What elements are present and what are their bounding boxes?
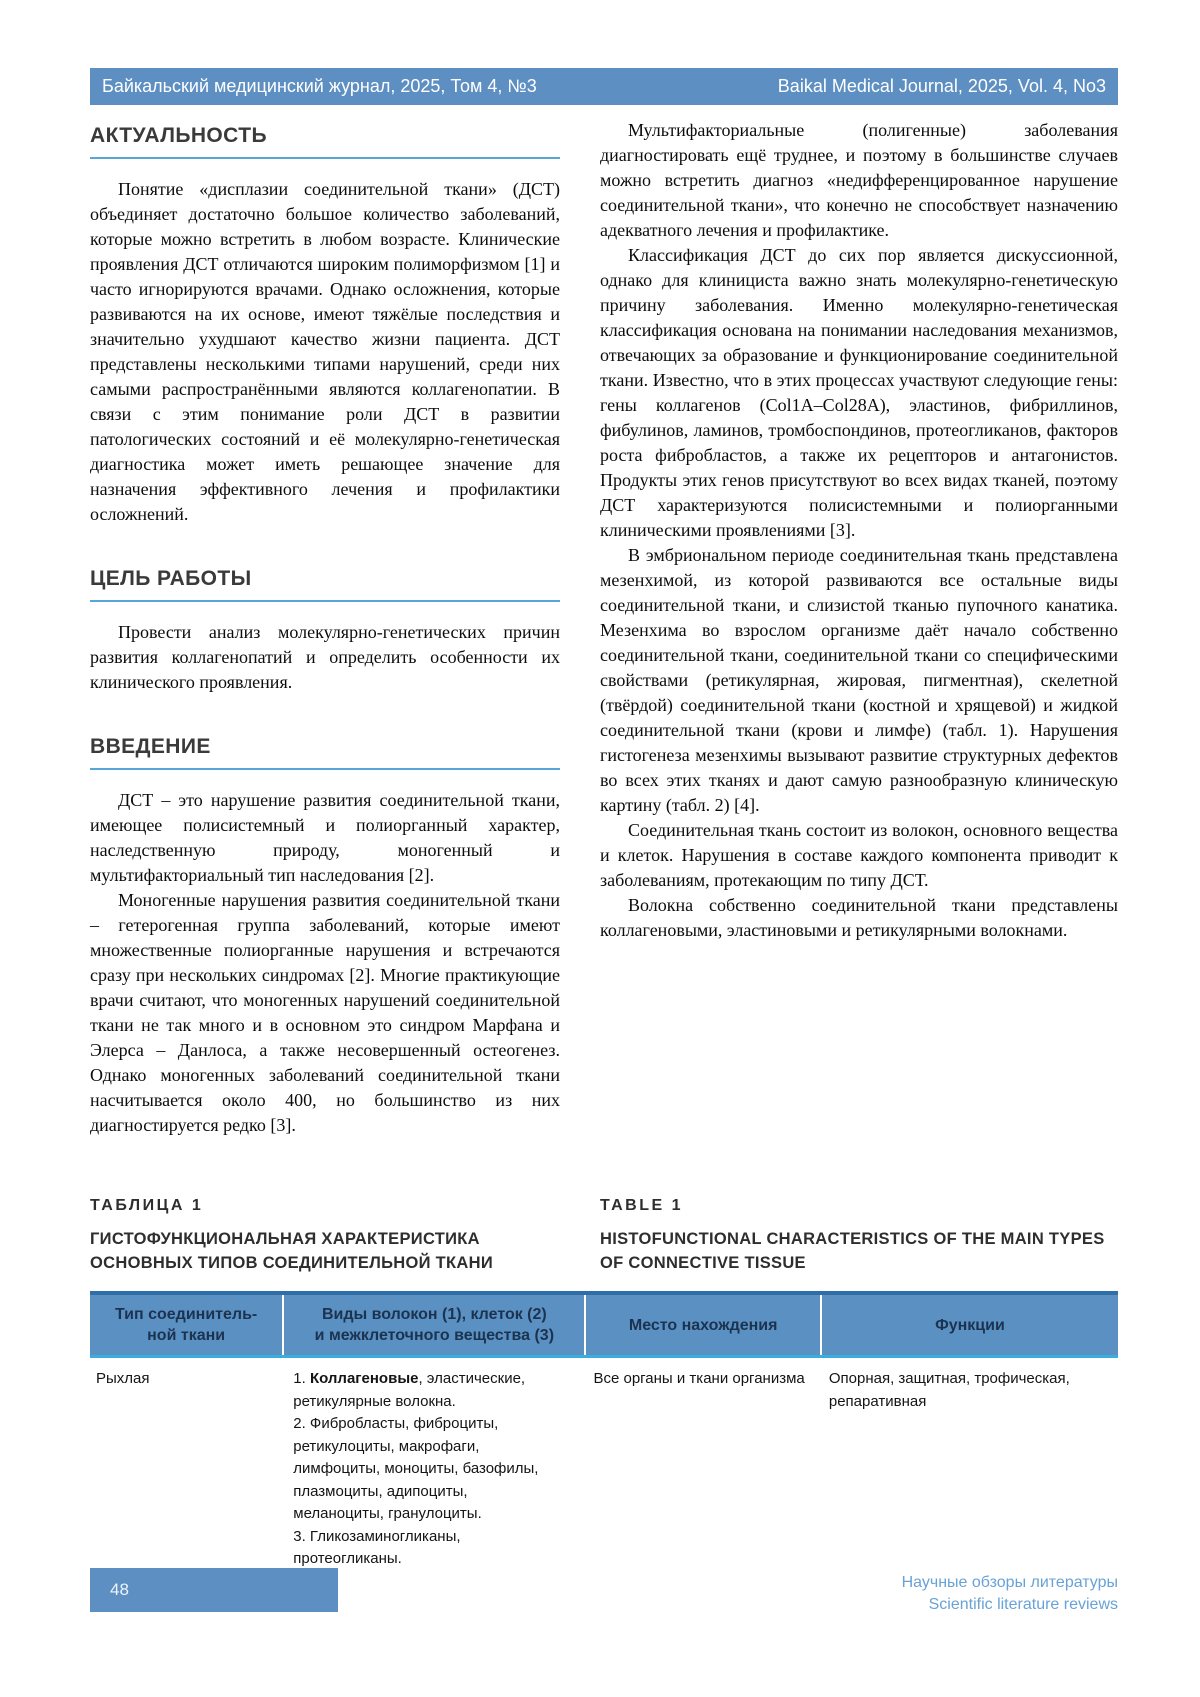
column-header-tissue-type: Тип соединитель- ной ткани [90,1293,283,1357]
table-label-en: TABLE 1 [600,1197,683,1214]
table-header-row [90,1293,1118,1357]
cell-location: Все органы и ткани организма [593,1370,805,1387]
footer-section-label [902,1572,1118,1616]
fibers-item-3: 3. Гликозаминогликаны, протеогликаны. [293,1527,461,1567]
paragraph: Провести анализ молекулярно-генетических причин развития коллагенопатий и определить особенности их клинического проявления. [90,622,560,692]
left-column [90,118,560,1138]
table-caption-ru [90,1196,560,1275]
fibers-item-2: 2. Фибробласты, фиброциты, ретикулоциты, макрофаги, лимфоциты, моноциты, базофилы, плазмоциты, адипоциты, меланоциты, гранулоциты. [293,1415,539,1522]
paragraph: В эмбриональном периоде соединительная ткань представлена мезенхимой, из которой развиваются все остальные виды соединительной ткани, и слизистой тканью пупочного канатика. Мезенхима во взрослом организме даёт начало собственно соединительной ткани, соединительной ткани со специфическими свойствами (ретикулярная, жировая, пигментная), скелетной (твёрдой) соединительной ткани (костной и хрящевой) и жидкой соединительной ткани (крови и лимфе) (табл. 1). Нарушения гистогенеза мезенхимы вызывают развитие структурных дефектов во всех этих тканях и дают самую разнообразную клиническую картину (табл. 2) [4]. [600,545,1118,815]
paragraph: Волокна собственно соединительной ткани представлены коллагеновыми, эластиновыми и ретикулярными волокнами. [600,895,1118,940]
page-number-box [90,1568,338,1612]
table-title-en: HISTOFUNCTIONAL CHARACTERISTICS OF THE MAIN TYPES OF CONNECTIVE TISSUE [600,1230,1105,1272]
table-caption-en [600,1196,1118,1275]
section-title-tsel-raboty: ЦЕЛЬ РАБОТЫ [90,567,560,602]
footer-label-en: Scientific literature reviews [928,1596,1118,1613]
running-head [90,68,1118,105]
table-title-ru: ГИСТОФУНКЦИОНАЛЬНАЯ ХАРАКТЕРИСТИКА ОСНОВНЫХ ТИПОВ СОЕДИНИТЕЛЬНОЙ ТКАНИ [90,1230,493,1272]
column-header-functions: Функции [821,1293,1118,1357]
fibers-item-1: 1. Коллагеновые, эластические, ретикулярные волокна. [293,1370,526,1410]
cell-fibers-cells [283,1357,585,1571]
page-number: 48 [110,1580,129,1599]
section-title-aktualnost: АКТУАЛЬНОСТЬ [90,124,560,159]
column-header-fibers-cells: Виды волокон (1), клеток (2) и межклеточного вещества (3) [283,1293,585,1357]
section-title-vvedenie: ВВЕДЕНИЕ [90,735,560,770]
column-header-location: Место нахождения [585,1293,820,1357]
running-head-left: Байкальский медицинский журнал, 2025, Том 4, №3 [102,76,537,96]
paragraph: Мультифакториальные (полигенные) заболевания диагностировать ещё труднее, и поэтому в большинстве случаев можно встретить диагноз «недифференцированное нарушение соединительной ткани», что конечно не способствует назначению адекватного лечения и профилактике. [600,120,1118,240]
table-captions [90,1196,1118,1275]
cell-tissue-type: Рыхлая [96,1370,150,1387]
paragraph: Соединительная ткань состоит из волокон, основного вещества и клеток. Нарушения в составе каждого компонента приводит к заболеваниям, протекающим по типу ДСТ. [600,820,1118,890]
right-column [600,118,1118,943]
paragraph: Моногенные нарушения развития соединительной ткани – гетерогенная группа заболеваний, которые имеют множественные полиорганные нарушения и встречаются сразу при нескольких синдромах [2]. Многие практикующие врачи считают, что моногенных нарушений соединительной ткани не так много и в основном это синдром Марфана и Элерса – Данлоса, а также несовершенный остеогенез. Однако моногенных заболеваний соединительной ткани насчитывается около 400, но большинство из них диагностируется редко [3]. [90,890,560,1135]
table-1-section [90,1196,1118,1571]
table-row [90,1357,1118,1571]
connective-tissue-table [90,1291,1118,1571]
paragraph: Классификация ДСТ до сих пор является дискуссионной, однако для клинициста важно знать молекулярно-генетическую причину заболевания. Именно молекулярно-генетическая классификация основана на понимании наследования механизмов, отвечающих за образование и функционирование соединительной ткани. Известно, что в этих процессах участвуют следующие гены: гены коллагенов (Col1A–Col28A), эластинов, фибриллинов, фибулинов, ламинов, тромбоспондинов, протеогликанов, факторов роста фибробластов, а также их рецепторов и антагонистов. Продукты этих генов присутствуют во всех видах тканей, поэтому ДСТ характеризуются полисистемными и полиорганными клиническими проявлениями [3]. [600,245,1118,540]
fibers-item-1-bold: Коллагеновые [309,1370,419,1387]
table-label-ru: ТАБЛИЦА 1 [90,1197,204,1214]
running-head-right: Baikal Medical Journal, 2025, Vol. 4, No3 [777,76,1106,96]
paragraph: ДСТ – это нарушение развития соединительной ткани, имеющее полисистемный и полиорганный характер, наследственную природу, моногенный и мультифакториальный тип наследования [2]. [90,790,560,885]
cell-functions: Опорная, защитная, трофическая, репаративная [828,1370,1070,1410]
footer-label-ru: Научные обзоры литературы [901,1574,1118,1591]
paragraph: Понятие «дисплазии соединительной ткани» (ДСТ) объединяет достаточно большое количество заболеваний, которые можно встретить в любом возрасте. Клинические проявления ДСТ отличаются широким полиморфизмом [1] и часто игнорируются врачами. Однако осложнения, которые развиваются на их основе, имеют тяжёлые последствия и значительно ухудшают качество жизни пациента. ДСТ представлены несколькими типами нарушений, среди них самыми распространёнными являются коллагенопатии. В связи с этим понимание роли ДСТ в развитии патологических состояний и её молекулярно-генетическая диагностика может иметь решающее значение для назначения эффективного лечения и профилактики осложнений. [90,179,560,524]
